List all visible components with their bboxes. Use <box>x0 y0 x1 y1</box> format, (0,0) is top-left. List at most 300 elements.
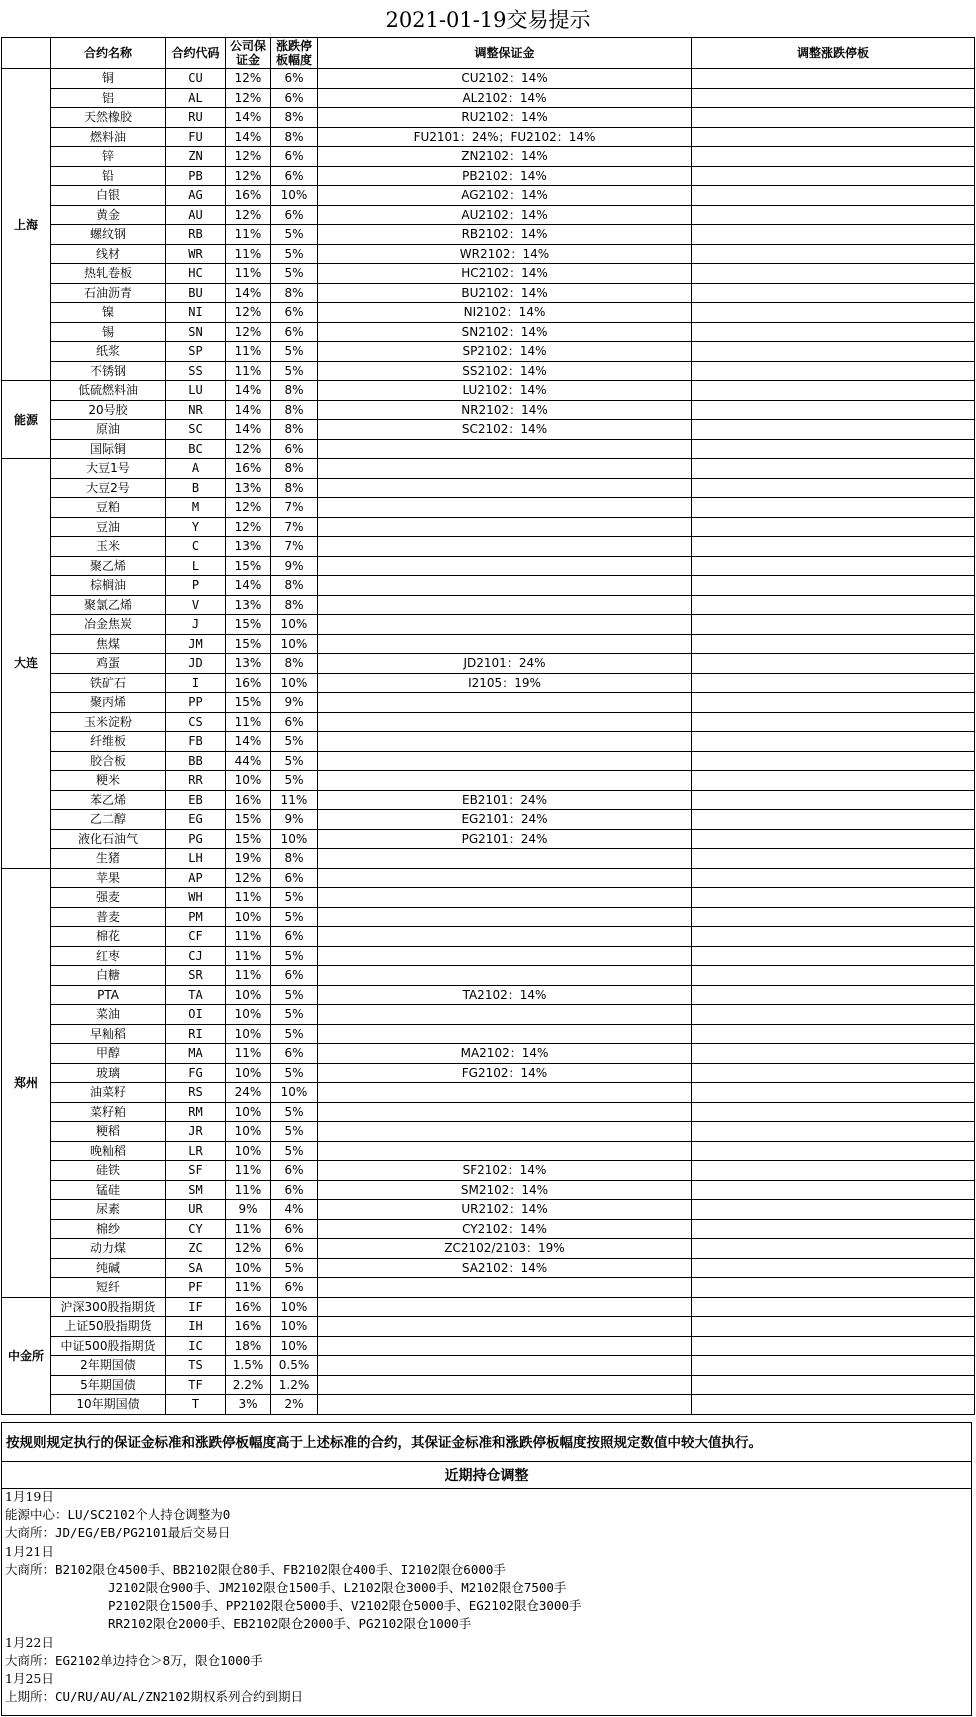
contract-code: RM <box>166 1102 226 1122</box>
adjusted-limit <box>692 108 975 128</box>
price-limit: 8% <box>271 400 318 420</box>
table-row <box>2 829 975 849</box>
company-margin: 44% <box>226 751 271 771</box>
contract-name: 纤维板 <box>51 732 166 752</box>
adjusted-limit <box>692 459 975 479</box>
company-margin: 14% <box>226 576 271 596</box>
adjusted-margin: BU2102：14% <box>318 283 692 303</box>
recent-item: RR2102限仓2000手、EB2102限仓2000手、PG2102限仓1000手 <box>108 1616 472 1632</box>
price-limit: 5% <box>271 907 318 927</box>
adjusted-limit <box>692 205 975 225</box>
company-margin: 14% <box>226 420 271 440</box>
table-row <box>2 264 975 284</box>
contract-code: FU <box>166 127 226 147</box>
recent-item: 能源中心：LU/SC2102个人持仓调整为0 <box>5 1507 231 1523</box>
price-limit: 5% <box>271 1102 318 1122</box>
adjusted-limit <box>692 595 975 615</box>
margin-table <box>1 37 975 1415</box>
table-row <box>2 556 975 576</box>
table-row <box>2 1122 975 1142</box>
contract-code: AP <box>166 868 226 888</box>
adjusted-margin <box>318 1083 692 1103</box>
price-limit: 9% <box>271 556 318 576</box>
contract-name: 白银 <box>51 186 166 206</box>
company-margin: 16% <box>226 459 271 479</box>
company-margin: 18% <box>226 1336 271 1356</box>
adjusted-margin: SC2102：14% <box>318 420 692 440</box>
adjusted-limit <box>692 1180 975 1200</box>
adjusted-margin: JD2101：24% <box>318 654 692 674</box>
price-limit: 5% <box>271 225 318 245</box>
table-row <box>2 478 975 498</box>
table-row <box>2 1044 975 1064</box>
adjusted-margin: MA2102：14% <box>318 1044 692 1064</box>
company-margin: 12% <box>226 166 271 186</box>
contract-code: JD <box>166 654 226 674</box>
price-limit: 5% <box>271 1024 318 1044</box>
contract-name: 短纤 <box>51 1278 166 1298</box>
adjusted-limit <box>692 1102 975 1122</box>
price-limit: 5% <box>271 361 318 381</box>
recent-position-title: 近期持仓调整 <box>1 1461 972 1489</box>
price-limit: 8% <box>271 595 318 615</box>
adjusted-margin <box>318 1317 692 1337</box>
price-limit: 5% <box>271 264 318 284</box>
adjusted-limit <box>692 1063 975 1083</box>
price-limit: 5% <box>271 1258 318 1278</box>
table-row <box>2 1063 975 1083</box>
contract-name: 上证50股指期货 <box>51 1317 166 1337</box>
contract-code: PP <box>166 693 226 713</box>
contract-code: RI <box>166 1024 226 1044</box>
adjusted-limit <box>692 888 975 908</box>
contract-name: 豆粕 <box>51 498 166 518</box>
adjusted-limit <box>692 732 975 752</box>
adjusted-limit <box>692 400 975 420</box>
contract-code: PB <box>166 166 226 186</box>
table-row <box>2 88 975 108</box>
contract-name: 纸浆 <box>51 342 166 362</box>
price-limit: 6% <box>271 1044 318 1064</box>
table-row <box>2 654 975 674</box>
contract-code: B <box>166 478 226 498</box>
table-row <box>2 322 975 342</box>
contract-code: SA <box>166 1258 226 1278</box>
price-limit: 5% <box>271 244 318 264</box>
company-margin: 12% <box>226 439 271 459</box>
recent-item: 上期所：CU/RU/AU/AL/ZN2102期权系列合约到期日 <box>5 1689 303 1705</box>
adjusted-margin <box>318 907 692 927</box>
table-row <box>2 537 975 557</box>
contract-code: FG <box>166 1063 226 1083</box>
adjusted-margin <box>318 771 692 791</box>
price-limit: 5% <box>271 771 318 791</box>
contract-code: BU <box>166 283 226 303</box>
adjusted-margin: AL2102：14% <box>318 88 692 108</box>
header-name: 合约名称 <box>51 38 166 69</box>
contract-name: 线材 <box>51 244 166 264</box>
table-row <box>2 1005 975 1025</box>
contract-code: J <box>166 615 226 635</box>
contract-code: EB <box>166 790 226 810</box>
price-limit: 5% <box>271 751 318 771</box>
price-limit: 6% <box>271 1180 318 1200</box>
table-row <box>2 1258 975 1278</box>
contract-code: HC <box>166 264 226 284</box>
adjusted-margin <box>318 517 692 537</box>
header-code: 合约代码 <box>166 38 226 69</box>
recent-date: 1月19日 <box>5 1489 54 1504</box>
company-margin: 11% <box>226 225 271 245</box>
adjusted-margin <box>318 1375 692 1395</box>
adjusted-margin: FU2101：24%；FU2102：14% <box>318 127 692 147</box>
adjusted-limit <box>692 693 975 713</box>
contract-code: SS <box>166 361 226 381</box>
table-row <box>2 927 975 947</box>
company-margin: 11% <box>226 1219 271 1239</box>
contract-name: 聚丙烯 <box>51 693 166 713</box>
contract-code: IH <box>166 1317 226 1337</box>
adjusted-margin: ZC2102/2103：19% <box>318 1239 692 1259</box>
company-margin: 11% <box>226 1161 271 1181</box>
company-margin: 10% <box>226 1122 271 1142</box>
price-limit: 7% <box>271 517 318 537</box>
table-row <box>2 303 975 323</box>
adjusted-limit <box>692 576 975 596</box>
company-margin: 15% <box>226 829 271 849</box>
contract-code: FB <box>166 732 226 752</box>
contract-name: 热轧卷板 <box>51 264 166 284</box>
table-row <box>2 1336 975 1356</box>
company-margin: 16% <box>226 1317 271 1337</box>
header-limit: 涨跌停板幅度 <box>271 38 318 69</box>
adjusted-margin: AG2102：14% <box>318 186 692 206</box>
adjusted-limit <box>692 907 975 927</box>
price-limit: 8% <box>271 381 318 401</box>
adjusted-margin <box>318 1356 692 1376</box>
contract-code: PG <box>166 829 226 849</box>
contract-code: CS <box>166 712 226 732</box>
adjusted-limit <box>692 654 975 674</box>
table-row <box>2 244 975 264</box>
table-row <box>2 1239 975 1259</box>
contract-code: P <box>166 576 226 596</box>
rule-note: 按规则规定执行的保证金标准和涨跌停板幅度高于上述标准的合约，其保证金标准和涨跌停板幅度按照规定数值中较大值执行。 <box>1 1422 972 1462</box>
price-limit: 10% <box>271 615 318 635</box>
company-margin: 11% <box>226 966 271 986</box>
table-row <box>2 985 975 1005</box>
adjusted-margin <box>318 966 692 986</box>
adjusted-margin <box>318 751 692 771</box>
adjusted-margin: UR2102：14% <box>318 1200 692 1220</box>
adjusted-limit <box>692 166 975 186</box>
adjusted-margin: LU2102：14% <box>318 381 692 401</box>
adjusted-margin: CY2102：14% <box>318 1219 692 1239</box>
contract-name: 玻璃 <box>51 1063 166 1083</box>
table-row <box>2 771 975 791</box>
price-limit: 6% <box>271 439 318 459</box>
adjusted-limit <box>692 517 975 537</box>
recent-item: 大商所：EG2102单边持仓＞8万，限仓1000手 <box>5 1652 263 1668</box>
table-row <box>2 1083 975 1103</box>
region-cell: 大连 <box>2 459 51 869</box>
price-limit: 5% <box>271 342 318 362</box>
price-limit: 6% <box>271 166 318 186</box>
adjusted-limit <box>692 1122 975 1142</box>
contract-name: 5年期国债 <box>51 1375 166 1395</box>
company-margin: 13% <box>226 537 271 557</box>
table-row <box>2 634 975 654</box>
price-limit: 6% <box>271 927 318 947</box>
company-margin: 15% <box>226 810 271 830</box>
region-cell: 中金所 <box>2 1297 51 1414</box>
adjusted-margin: WR2102：14% <box>318 244 692 264</box>
company-margin: 11% <box>226 264 271 284</box>
adjusted-margin <box>318 888 692 908</box>
adjusted-margin <box>318 576 692 596</box>
contract-name: 大豆1号 <box>51 459 166 479</box>
company-margin: 11% <box>226 888 271 908</box>
contract-code: UR <box>166 1200 226 1220</box>
contract-name: 纯碱 <box>51 1258 166 1278</box>
price-limit: 8% <box>271 127 318 147</box>
contract-name: 红枣 <box>51 946 166 966</box>
company-margin: 9% <box>226 1200 271 1220</box>
company-margin: 11% <box>226 1180 271 1200</box>
company-margin: 12% <box>226 1239 271 1259</box>
table-row <box>2 498 975 518</box>
adjusted-margin: I2105：19% <box>318 673 692 693</box>
contract-name: 油菜籽 <box>51 1083 166 1103</box>
price-limit: 9% <box>271 693 318 713</box>
price-limit: 5% <box>271 732 318 752</box>
adjusted-margin <box>318 595 692 615</box>
adjusted-margin <box>318 946 692 966</box>
adjusted-margin <box>318 1278 692 1298</box>
price-limit: 6% <box>271 205 318 225</box>
contract-name: 天然橡胶 <box>51 108 166 128</box>
table-row <box>2 439 975 459</box>
table-row <box>2 517 975 537</box>
contract-code: NR <box>166 400 226 420</box>
price-limit: 6% <box>271 1239 318 1259</box>
contract-name: 国际铜 <box>51 439 166 459</box>
price-limit: 8% <box>271 576 318 596</box>
table-row <box>2 127 975 147</box>
company-margin: 16% <box>226 186 271 206</box>
adjusted-limit <box>692 1044 975 1064</box>
price-limit: 1.2% <box>271 1375 318 1395</box>
contract-code: TS <box>166 1356 226 1376</box>
adjusted-margin: SF2102：14% <box>318 1161 692 1181</box>
contract-name: 棉纱 <box>51 1219 166 1239</box>
contract-code: JM <box>166 634 226 654</box>
contract-name: 螺纹钢 <box>51 225 166 245</box>
contract-name: 黄金 <box>51 205 166 225</box>
company-margin: 14% <box>226 400 271 420</box>
contract-name: 早籼稻 <box>51 1024 166 1044</box>
company-margin: 15% <box>226 693 271 713</box>
company-margin: 15% <box>226 634 271 654</box>
table-row <box>2 790 975 810</box>
recent-item: 大商所：B2102限仓4500手、BB2102限仓80手、FB2102限仓400手、I2102限仓6000手 <box>5 1561 506 1577</box>
company-margin: 12% <box>226 868 271 888</box>
contract-code: AL <box>166 88 226 108</box>
contract-code: RU <box>166 108 226 128</box>
adjusted-limit <box>692 1200 975 1220</box>
adjusted-margin <box>318 1336 692 1356</box>
contract-name: 铅 <box>51 166 166 186</box>
contract-code: BC <box>166 439 226 459</box>
price-limit: 5% <box>271 985 318 1005</box>
contract-name: 胶合板 <box>51 751 166 771</box>
table-row <box>2 186 975 206</box>
contract-code: CF <box>166 927 226 947</box>
contract-code: ZC <box>166 1239 226 1259</box>
price-limit: 6% <box>271 88 318 108</box>
contract-code: IF <box>166 1297 226 1317</box>
adjusted-limit <box>692 342 975 362</box>
contract-name: 冶金焦炭 <box>51 615 166 635</box>
company-margin: 11% <box>226 361 271 381</box>
table-row <box>2 283 975 303</box>
contract-name: 锌 <box>51 147 166 167</box>
company-margin: 3% <box>226 1395 271 1415</box>
adjusted-limit <box>692 147 975 167</box>
contract-code: C <box>166 537 226 557</box>
contract-name: 不锈钢 <box>51 361 166 381</box>
company-margin: 2.2% <box>226 1375 271 1395</box>
contract-code: LH <box>166 849 226 869</box>
adjusted-margin: SS2102：14% <box>318 361 692 381</box>
table-row <box>2 888 975 908</box>
adjusted-margin: TA2102：14% <box>318 985 692 1005</box>
contract-code: SF <box>166 1161 226 1181</box>
price-limit: 5% <box>271 1005 318 1025</box>
table-row <box>2 342 975 362</box>
table-row <box>2 849 975 869</box>
table-row <box>2 1180 975 1200</box>
adjusted-limit <box>692 1083 975 1103</box>
contract-code: AU <box>166 205 226 225</box>
table-row <box>2 225 975 245</box>
adjusted-limit <box>692 537 975 557</box>
contract-name: 铝 <box>51 88 166 108</box>
price-limit: 8% <box>271 849 318 869</box>
adjusted-margin <box>318 556 692 576</box>
price-limit: 6% <box>271 1219 318 1239</box>
contract-code: LU <box>166 381 226 401</box>
contract-name: 铁矿石 <box>51 673 166 693</box>
adjusted-limit <box>692 1278 975 1298</box>
adjusted-limit <box>692 868 975 888</box>
price-limit: 6% <box>271 868 318 888</box>
contract-name: 原油 <box>51 420 166 440</box>
table-row <box>2 615 975 635</box>
price-limit: 7% <box>271 537 318 557</box>
table-row <box>2 69 975 89</box>
price-limit: 5% <box>271 888 318 908</box>
price-limit: 5% <box>271 1141 318 1161</box>
table-row <box>2 1200 975 1220</box>
table-row <box>2 1141 975 1161</box>
price-limit: 10% <box>271 829 318 849</box>
contract-name: 乙二醇 <box>51 810 166 830</box>
price-limit: 6% <box>271 1278 318 1298</box>
contract-name: 豆油 <box>51 517 166 537</box>
contract-name: 低硫燃料油 <box>51 381 166 401</box>
contract-code: SP <box>166 342 226 362</box>
contract-name: 10年期国债 <box>51 1395 166 1415</box>
table-row <box>2 108 975 128</box>
contract-code: PM <box>166 907 226 927</box>
recent-item: 大商所：JD/EG/EB/PG2101最后交易日 <box>5 1525 231 1541</box>
table-header-row <box>2 38 975 69</box>
adjusted-margin <box>318 1141 692 1161</box>
adjusted-limit <box>692 478 975 498</box>
table-row <box>2 205 975 225</box>
price-limit: 5% <box>271 946 318 966</box>
company-margin: 11% <box>226 1044 271 1064</box>
company-margin: 12% <box>226 517 271 537</box>
contract-name: 苹果 <box>51 868 166 888</box>
company-margin: 11% <box>226 342 271 362</box>
contract-name: 晚籼稻 <box>51 1141 166 1161</box>
table-row <box>2 1161 975 1181</box>
contract-name: 粳米 <box>51 771 166 791</box>
table-row <box>2 1102 975 1122</box>
contract-name: 2年期国债 <box>51 1356 166 1376</box>
adjusted-margin <box>318 439 692 459</box>
contract-code: A <box>166 459 226 479</box>
price-limit: 5% <box>271 1122 318 1142</box>
table-row <box>2 693 975 713</box>
adjusted-limit <box>692 1297 975 1317</box>
contract-code: CY <box>166 1219 226 1239</box>
contract-code: L <box>166 556 226 576</box>
table-row <box>2 1395 975 1415</box>
adjusted-margin: SN2102：14% <box>318 322 692 342</box>
contract-code: PF <box>166 1278 226 1298</box>
adjusted-limit <box>692 771 975 791</box>
company-margin: 12% <box>226 88 271 108</box>
adjusted-limit <box>692 712 975 732</box>
contract-code: JR <box>166 1122 226 1142</box>
adjusted-limit <box>692 439 975 459</box>
price-limit: 8% <box>271 420 318 440</box>
price-limit: 10% <box>271 1297 318 1317</box>
table-row <box>2 1375 975 1395</box>
price-limit: 10% <box>271 1336 318 1356</box>
contract-name: 动力煤 <box>51 1239 166 1259</box>
adjusted-margin <box>318 615 692 635</box>
contract-code: WR <box>166 244 226 264</box>
adjusted-margin <box>318 1297 692 1317</box>
contract-code: EG <box>166 810 226 830</box>
recent-date: 1月21日 <box>5 1543 54 1559</box>
contract-code: CJ <box>166 946 226 966</box>
contract-name: 强麦 <box>51 888 166 908</box>
contract-code: IC <box>166 1336 226 1356</box>
company-margin: 16% <box>226 673 271 693</box>
price-limit: 10% <box>271 186 318 206</box>
adjusted-limit <box>692 244 975 264</box>
company-margin: 10% <box>226 1063 271 1083</box>
table-row <box>2 147 975 167</box>
contract-code: AG <box>166 186 226 206</box>
adjusted-limit <box>692 283 975 303</box>
header-region <box>2 38 51 69</box>
